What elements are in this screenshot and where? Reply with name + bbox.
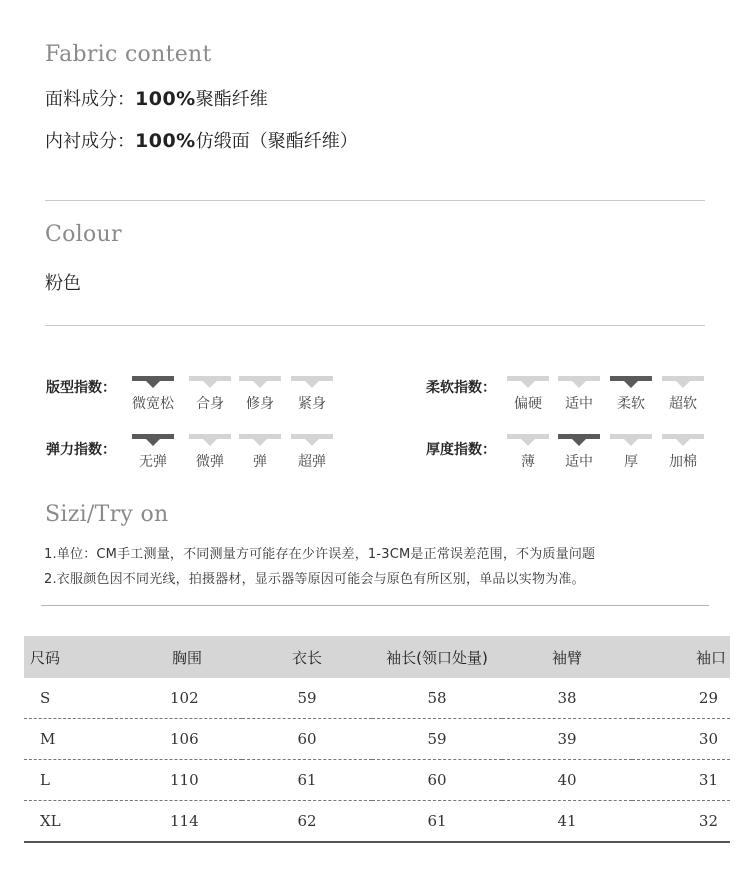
size-table-header-row <box>24 636 730 678</box>
sleeve-length-cell: 60 <box>372 760 502 801</box>
stretch-option-bar <box>291 434 333 439</box>
fit-option-bar <box>291 376 333 381</box>
upper-arm-cell: 38 <box>502 678 632 719</box>
size-table <box>24 636 730 843</box>
fabric-line-1-percent: 100% <box>135 88 196 110</box>
thickness-option <box>506 434 550 471</box>
stretch-index-label: 弹力指数： <box>46 442 116 458</box>
fit-option-marker <box>253 381 267 388</box>
size-cell: XL <box>24 801 110 843</box>
fabric-line-2 <box>45 127 358 153</box>
fit-option-label: 微宽松 <box>132 396 174 412</box>
chest-cell: 106 <box>110 719 242 760</box>
fit-option <box>238 376 282 413</box>
chest-cell: 102 <box>110 678 242 719</box>
fit-option <box>290 376 334 413</box>
stretch-option-bar <box>189 434 231 439</box>
thickness-option-marker <box>572 439 586 446</box>
length-cell: 60 <box>242 719 372 760</box>
divider <box>45 200 705 201</box>
stretch-option-marker <box>203 439 217 446</box>
thickness-option <box>609 434 653 471</box>
fit-option-bar <box>239 376 281 381</box>
table-row <box>24 801 730 843</box>
length-cell: 62 <box>242 801 372 843</box>
fit-option-marker <box>203 381 217 388</box>
chest-cell: 114 <box>110 801 242 843</box>
stretch-option-bar <box>239 434 281 439</box>
size-section-title: Sizi/Try on <box>45 502 169 527</box>
softness-option-bar <box>507 376 549 381</box>
stretch-option-marker <box>253 439 267 446</box>
divider <box>45 325 705 326</box>
cuff-cell: 30 <box>632 719 730 760</box>
header-size: 尺码 <box>30 648 61 667</box>
size-cell: S <box>24 678 110 719</box>
fabric-line-1-prefix: 面料成分： <box>45 89 135 110</box>
length-cell: 61 <box>242 760 372 801</box>
chest-cell: 110 <box>110 760 242 801</box>
fabric-line-2-material: 仿缎面（聚酯纤维） <box>195 131 358 152</box>
softness-option-marker <box>572 381 586 388</box>
stretch-option-label: 无弹 <box>139 454 167 470</box>
fabric-line-1 <box>45 85 268 111</box>
softness-option-label: 柔软 <box>617 396 645 412</box>
upper-arm-cell: 40 <box>502 760 632 801</box>
fit-index-label: 版型指数： <box>46 380 116 396</box>
fabric-line-1-material: 聚酯纤维 <box>195 89 268 110</box>
softness-option-marker <box>676 381 690 388</box>
thickness-index-label: 厚度指数： <box>426 442 496 458</box>
softness-option-label: 超软 <box>669 396 697 412</box>
header-sleeve-length: 袖长(领口处量) <box>386 648 488 667</box>
fit-option-marker <box>146 381 160 388</box>
stretch-option-label: 微弹 <box>196 454 224 470</box>
fabric-line-2-percent: 100% <box>135 130 196 152</box>
header-cuff: 袖口 <box>695 648 726 667</box>
stretch-option-label: 超弹 <box>298 454 326 470</box>
stretch-option <box>238 434 282 471</box>
cuff-cell: 31 <box>632 760 730 801</box>
header-upper-arm: 袖臂 <box>551 648 582 667</box>
colour-value: 粉色 <box>45 273 81 294</box>
thickness-option <box>557 434 601 471</box>
softness-option-bar <box>662 376 704 381</box>
table-row <box>24 678 730 719</box>
size-note-1: 1.单位：CM手工测量，不同测量方可能存在少许误差，1-3CM是正常误差范围，不为质量问题 <box>44 547 596 562</box>
softness-option <box>661 376 705 413</box>
header-chest: 胸围 <box>172 648 203 667</box>
stretch-option <box>188 434 232 471</box>
softness-option-bar <box>558 376 600 381</box>
size-cell: M <box>24 719 110 760</box>
softness-option-label: 偏硬 <box>514 396 542 412</box>
thickness-option-marker <box>521 439 535 446</box>
thickness-option-bar <box>507 434 549 439</box>
softness-option <box>506 376 550 413</box>
thickness-option-marker <box>624 439 638 446</box>
softness-option-bar <box>610 376 652 381</box>
sleeve-length-cell: 58 <box>372 678 502 719</box>
fit-option <box>188 376 232 413</box>
softness-option <box>557 376 601 413</box>
fit-option-label: 合身 <box>196 396 224 412</box>
fit-option-bar <box>132 376 174 381</box>
sleeve-length-cell: 61 <box>372 801 502 843</box>
upper-arm-cell: 39 <box>502 719 632 760</box>
colour-section-title: Colour <box>45 222 122 247</box>
thickness-option-label: 加棉 <box>669 454 697 470</box>
thickness-option-label: 薄 <box>521 454 535 470</box>
stretch-option <box>131 434 175 471</box>
length-cell: 59 <box>242 678 372 719</box>
fit-option-marker <box>305 381 319 388</box>
stretch-option-label: 弹 <box>253 454 267 470</box>
softness-index-label: 柔软指数： <box>426 380 496 396</box>
fabric-line-2-prefix: 内衬成分： <box>45 131 135 152</box>
softness-option-marker <box>521 381 535 388</box>
fit-option-label: 修身 <box>246 396 274 412</box>
upper-arm-cell: 41 <box>502 801 632 843</box>
thickness-option-bar <box>662 434 704 439</box>
cuff-cell: 29 <box>632 678 730 719</box>
cuff-cell: 32 <box>632 801 730 843</box>
stretch-option-marker <box>146 439 160 446</box>
stretch-option-bar <box>132 434 174 439</box>
stretch-option-marker <box>305 439 319 446</box>
divider <box>41 605 709 606</box>
thickness-option-label: 适中 <box>565 454 593 470</box>
stretch-option <box>290 434 334 471</box>
fit-option <box>131 376 175 413</box>
thickness-option <box>661 434 705 471</box>
table-row <box>24 719 730 760</box>
softness-option-label: 适中 <box>565 396 593 412</box>
size-cell: L <box>24 760 110 801</box>
table-row <box>24 760 730 801</box>
size-note-2: 2.衣服颜色因不同光线，拍摄器材，显示器等原因可能会与原色有所区别，单品以实物为准。 <box>44 572 585 587</box>
thickness-option-marker <box>676 439 690 446</box>
fit-option-label: 紧身 <box>298 396 326 412</box>
fabric-section-title: Fabric content <box>45 42 212 67</box>
thickness-option-bar <box>610 434 652 439</box>
thickness-option-label: 厚 <box>624 454 638 470</box>
header-length: 衣长 <box>291 648 322 667</box>
softness-option-marker <box>624 381 638 388</box>
thickness-option-bar <box>558 434 600 439</box>
sleeve-length-cell: 59 <box>372 719 502 760</box>
softness-option <box>609 376 653 413</box>
fit-option-bar <box>189 376 231 381</box>
